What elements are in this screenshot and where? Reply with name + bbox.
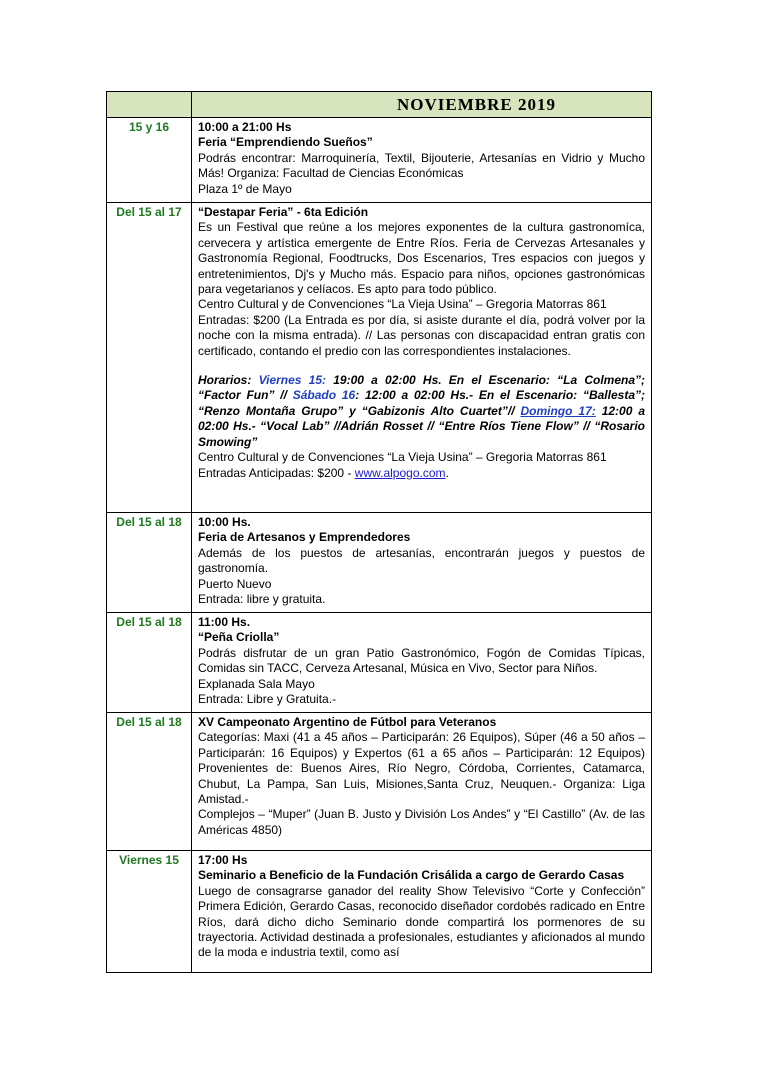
day-saturday: Sábado 16: [292, 388, 356, 403]
content-cell: [192, 613, 652, 713]
event-place: Puerto Nuevo: [198, 576, 272, 591]
header-title-cell: [192, 92, 652, 118]
event-date: Del 15 al 18: [116, 715, 182, 729]
table-row: [107, 513, 652, 613]
date-cell: [107, 513, 192, 613]
event-date: Del 15 al 17: [116, 205, 182, 219]
event-time: 17:00 Hs: [198, 853, 248, 867]
event-description: Podrás disfrutar de un gran Patio Gastronómico, Fogón de Comidas Típicas, Comidas sin TACC, Cerveza Artesanal, Música en Vivo, Sector para Niños.: [198, 645, 645, 676]
content-cell: [192, 851, 652, 973]
anticipadas-text: Entradas Anticipadas: $200 -: [198, 465, 355, 480]
event-title: “Destapar Feria” - 6ta Edición: [198, 205, 369, 219]
alpogo-link[interactable]: www.alpogo.com: [354, 465, 446, 480]
event-title: Feria “Emprendiendo Sueños”: [198, 135, 373, 150]
table-row: [107, 118, 652, 203]
event-table: [106, 91, 652, 973]
event-place: Complejos – “Muper” (Juan B. Justo y División Los Andes” y “El Castillo” (Av. de las Américas 4850): [198, 807, 645, 837]
event-place: Plaza 1º de Mayo: [198, 181, 292, 196]
event-schedule-document: [106, 91, 651, 973]
event-time: 11:00 Hs.: [198, 615, 251, 629]
event-place: Explanada Sala Mayo: [198, 676, 315, 691]
day-sunday-text: 12:00 a 02:00 Hs.- “Vocal Lab” //Adrián Rosset // “Entre Ríos Tiene Flow” // “Rosario Smowing”: [198, 403, 645, 449]
event-entrada: Entrada: libre y gratuita.: [198, 592, 326, 607]
date-cell: [107, 118, 192, 203]
event-title: XV Campeonato Argentino de Fútbol para Veteranos: [198, 715, 497, 729]
date-cell: [107, 713, 192, 851]
link-end: .: [445, 465, 449, 480]
content-cell: [192, 203, 652, 513]
date-cell: [107, 203, 192, 513]
horarios-label: Horarios:: [198, 373, 252, 388]
event-date: Viernes 15: [119, 853, 179, 867]
event-entrada: Entrada: Libre y Gratuita.-: [198, 692, 337, 707]
event-horarios: [198, 373, 645, 450]
event-title: Seminario a Beneficio de la Fundación Crisálida a cargo de Gerardo Casas: [198, 868, 625, 883]
day-friday-text: 19:00 a 02:00 Hs. En el Escenario: “La Colmena”; “Factor Fun” //: [198, 373, 645, 403]
event-entradas: Entradas: $200 (La Entrada es por día, si asiste durante el día, podrá volver por la noche con la misma entrada). // Las personas con discapacidad entran gratis con certificado, contando el predio con las correspondientes instalaciones.: [198, 312, 645, 358]
content-cell: [192, 713, 652, 851]
event-anticipadas: [198, 466, 645, 481]
event-date: Del 15 al 18: [116, 515, 182, 529]
event-title: Feria de Artesanos y Emprendedores: [198, 530, 411, 545]
event-date: Del 15 al 18: [116, 615, 182, 629]
header-empty-cell: [107, 92, 192, 118]
day-friday: Viernes 15:: [258, 373, 327, 388]
event-description: Además de los puestos de artesanías, encontrarán juegos y puestos de gastronomía.: [198, 545, 645, 576]
event-description: Luego de consagrarse ganador del reality Show Televisivo “Corte y Confección” Primera Edición, Gerardo Casas, reconocido diseñador cordobés radicado en Entre Ríos, dará dicho dicho Seminario donde compartirá los pormenores de su trayectoria. Actividad destinada a profesionales, estudiantes y aficionados al mundo de la moda e industria textil, como así: [198, 883, 645, 960]
table-header-row: [107, 92, 652, 118]
day-saturday-text: : 12:00 a 02:00 Hs.- En el Escenario: “Ballesta”; “Renzo Montaña Grupo” y “Gabizonis Alto Cuartet”//: [198, 388, 645, 418]
month-title: NOVIEMBRE 2019: [397, 95, 556, 114]
date-cell: [107, 851, 192, 973]
event-description: Podrás encontrar: Marroquinería, Textil, Bijouterie, Artesanías en Vidrio y Mucho Más! Organiza: Facultad de Ciencias Económicas: [198, 150, 645, 181]
event-title: “Peña Criolla”: [198, 630, 280, 645]
table-row: [107, 613, 652, 713]
day-sunday: Domingo 17:: [520, 403, 596, 418]
table-row: [107, 851, 652, 973]
event-description: Es un Festival que reúne a los mejores exponentes de la cultura gastronomíca, cervecera y artística emergente de Entre Ríos. Feria de Cervezas Artesanales y Gastronomía Regional, Foodtrucks, Dos Escenarios, Tres espacios con juegos y entretenimientos, Dj's y Mucho más. Espacio para niños, opciones gastronómicas para vegetarianos y celíacos. Es apto para todo público.: [198, 220, 645, 297]
event-time: 10:00 a 21:00 Hs: [198, 120, 292, 134]
event-place-2: Centro Cultural y de Convenciones “La Vieja Usina” – Gregoria Matorras 861: [198, 450, 607, 465]
content-cell: [192, 118, 652, 203]
date-cell: [107, 613, 192, 713]
table-row: [107, 713, 652, 851]
event-description: Categorías: Maxi (41 a 45 años – Participarán: 26 Equipos), Súper (46 a 50 años – Participarán: 16 Equipos) y Expertos (61 a 65 años – Participarán: 12 Equipos) Provenientes de: Buenos Aires, Río Negro, Córdoba, Corrientes, Catamarca, Chubut, La Pampa, San Luis, Misiones,Santa Cruz, Neuquen.- Organiza: Liga Amistad.-: [198, 730, 645, 807]
event-place: Centro Cultural y de Convenciones “La Vieja Usina” – Gregoria Matorras 861: [198, 297, 607, 312]
content-cell: [192, 513, 652, 613]
event-time: 10:00 Hs.: [198, 515, 251, 529]
table-row: [107, 203, 652, 513]
event-date: 15 y 16: [128, 120, 170, 134]
